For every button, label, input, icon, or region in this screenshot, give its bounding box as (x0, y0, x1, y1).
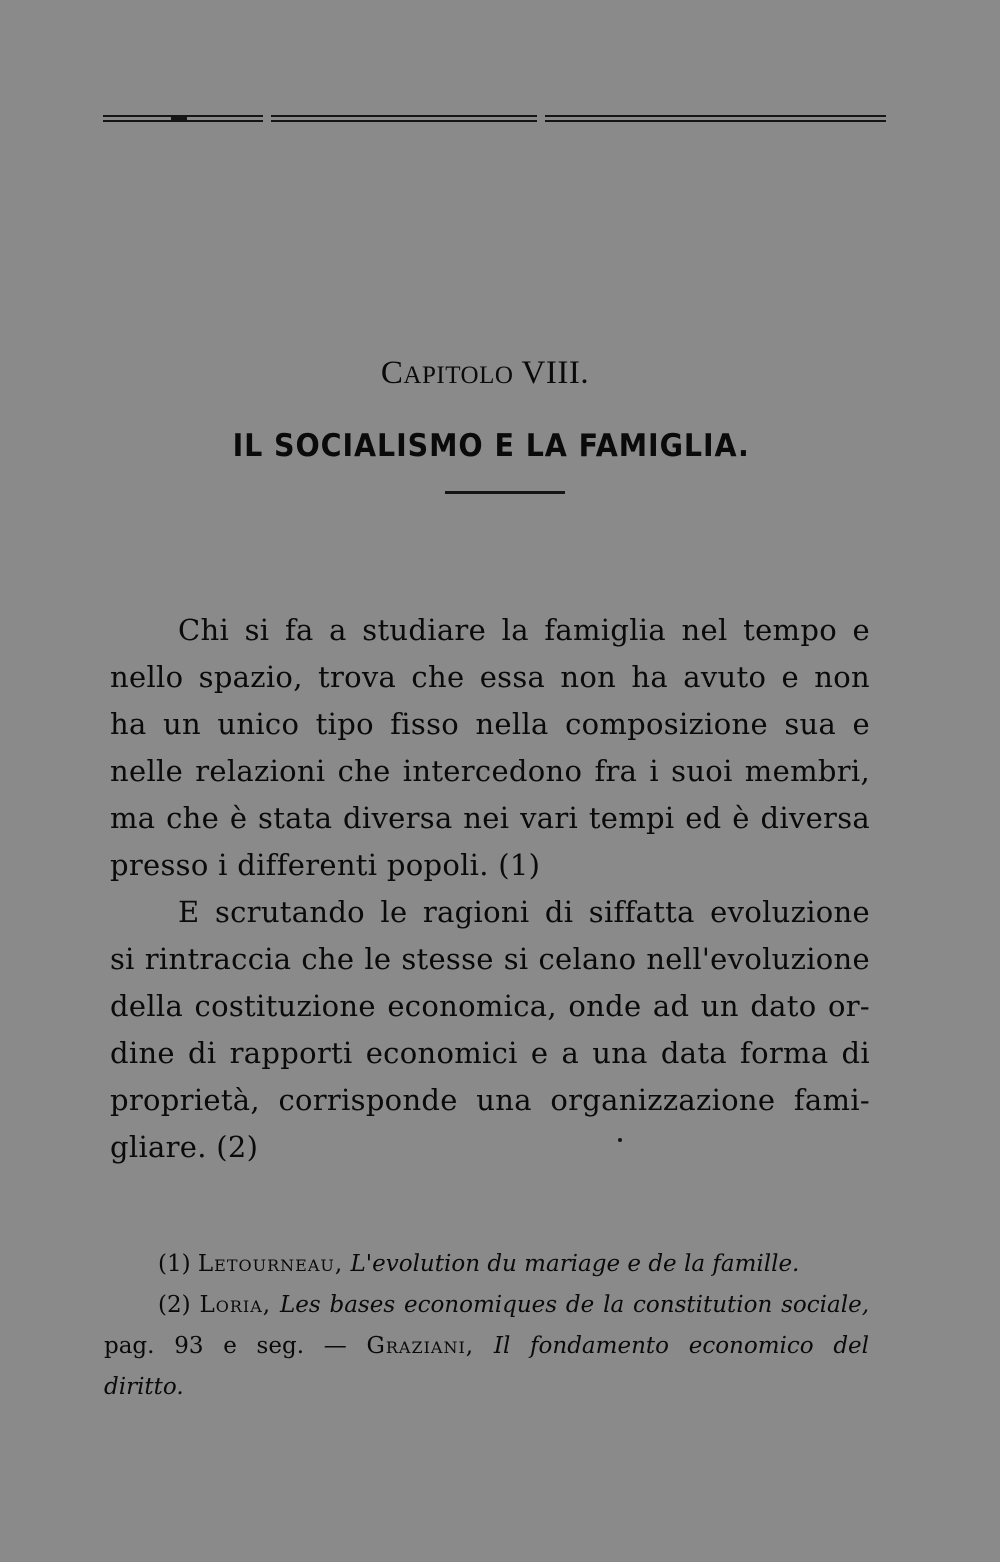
footnote-2 (104, 1285, 869, 1326)
footnote-2-end (104, 1367, 869, 1408)
footnote-work: L'evolution du mariage e de la famille. (350, 1251, 800, 1277)
chapter-title: IL SOCIALISMO E LA FAMIGLIA. (232, 428, 750, 464)
header-double-rule (103, 114, 886, 124)
body-line: Chi si fa a studiare la famiglia nel tempo e (178, 613, 870, 647)
body-line: ma che è stata diversa nei vari tempi ed è diversa (110, 801, 870, 835)
title-rule (445, 491, 565, 494)
footnote-work: diritto. (104, 1374, 184, 1400)
body-line: presso i differenti popoli. (1) (110, 848, 541, 882)
chapter-first-letter: C (380, 355, 404, 391)
footnotes (104, 1244, 869, 1408)
footnote-author: Loria, (199, 1292, 272, 1318)
footnote-author: Letourneau, (197, 1251, 344, 1277)
body-line: gliare. (2) (110, 1130, 259, 1164)
footnote-pages: pag. 93 e seg. — (104, 1333, 347, 1359)
footnote-work: Les bases economiques de la constitution sociale, (279, 1292, 870, 1318)
chapter-label: APITOLO (403, 362, 514, 389)
footnote-work: Il fondamento economico del (493, 1333, 870, 1359)
body-line: della costituzione economica, onde ad un dato or- (110, 989, 870, 1023)
footnote-1 (104, 1244, 869, 1285)
body-text (110, 607, 870, 1171)
body-line: nelle relazioni che intercedono fra i suoi membri, (110, 754, 870, 788)
footnote-2-continued (104, 1326, 869, 1367)
body-line: proprietà, corrisponde una organizzazione fami- (110, 1083, 870, 1117)
chapter-numeral: VIII. (521, 355, 590, 391)
print-speck (618, 1138, 622, 1142)
footnote-marker: (2) (158, 1292, 191, 1318)
footnote-marker: (1) (158, 1251, 191, 1277)
body-line: nello spazio, trova che essa non ha avuto e non (110, 660, 870, 694)
footnote-author: Graziani, (366, 1333, 475, 1359)
body-line: si rintraccia che le stesse si celano nell'evoluzione (110, 942, 870, 976)
chapter-heading (0, 355, 985, 392)
body-line: E scrutando le ragioni di siffatta evoluzione (178, 895, 870, 929)
body-line: ha un unico tipo fisso nella composizione sua e (110, 707, 870, 741)
body-line: dine di rapporti economici e a una data forma di (110, 1036, 870, 1070)
